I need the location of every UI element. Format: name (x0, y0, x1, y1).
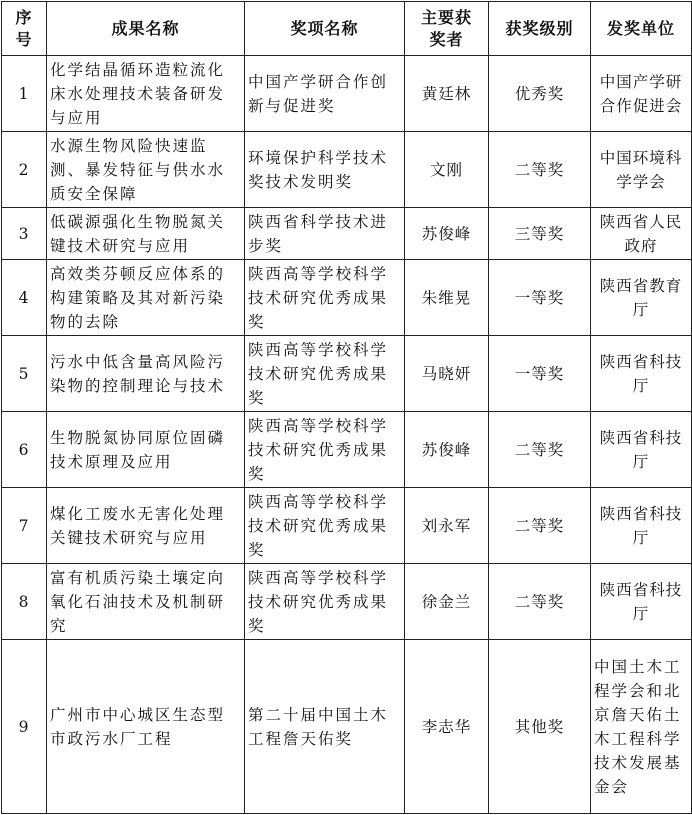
table-row (2, 56, 692, 132)
cell-issuer: 陕西省科技厅 (591, 488, 692, 564)
cell-issuer: 陕西省科技厅 (591, 412, 692, 488)
table-row (2, 640, 692, 814)
cell-level: 一等奖 (489, 260, 591, 336)
header-seq: 序号 (2, 2, 47, 56)
cell-winner: 朱维晃 (405, 260, 489, 336)
cell-award: 第二十届中国土木工程詹天佑奖 (245, 640, 405, 814)
cell-achievement: 低碳源强化生物脱氮关键技术研究与应用 (47, 208, 245, 260)
table-row (2, 132, 692, 208)
cell-level: 其他奖 (489, 640, 591, 814)
cell-award: 陕西高等学校科学技术研究优秀成果奖 (245, 412, 405, 488)
cell-achievement: 水源生物风险快速监测、暴发特征与供水水质安全保障 (47, 132, 245, 208)
table-row (2, 564, 692, 640)
cell-seq: 6 (2, 412, 47, 488)
cell-winner: 徐金兰 (405, 564, 489, 640)
cell-level: 三等奖 (489, 208, 591, 260)
cell-level: 二等奖 (489, 564, 591, 640)
cell-level: 优秀奖 (489, 56, 591, 132)
cell-seq: 4 (2, 260, 47, 336)
cell-seq: 9 (2, 640, 47, 814)
header-winner: 主要获奖者 (405, 2, 489, 56)
cell-achievement: 煤化工废水无害化处理关键技术研究与应用 (47, 488, 245, 564)
cell-issuer: 陕西省人民政府 (591, 208, 692, 260)
cell-winner: 苏俊峰 (405, 412, 489, 488)
cell-achievement: 生物脱氮协同原位固磷技术原理及应用 (47, 412, 245, 488)
cell-level: 二等奖 (489, 412, 591, 488)
cell-winner: 黄廷林 (405, 56, 489, 132)
cell-seq: 1 (2, 56, 47, 132)
header-level: 获奖级别 (489, 2, 591, 56)
table-row (2, 488, 692, 564)
cell-award: 陕西高等学校科学技术研究优秀成果奖 (245, 564, 405, 640)
table-row (2, 412, 692, 488)
cell-achievement: 富有机质污染土壤定向氧化石油技术及机制研究 (47, 564, 245, 640)
cell-winner: 文刚 (405, 132, 489, 208)
cell-achievement: 污水中低含量高风险污染物的控制理论与技术 (47, 336, 245, 412)
header-issuer: 发奖单位 (591, 2, 692, 56)
cell-achievement: 高效类芬顿反应体系的构建策略及其对新污染物的去除 (47, 260, 245, 336)
table-row (2, 260, 692, 336)
awards-table (1, 1, 692, 814)
cell-achievement: 广州市中心城区生态型市政污水厂工程 (47, 640, 245, 814)
cell-award: 陕西省科学技术进步奖 (245, 208, 405, 260)
table-row (2, 208, 692, 260)
cell-award: 陕西高等学校科学技术研究优秀成果奖 (245, 260, 405, 336)
header-row (2, 2, 692, 56)
cell-seq: 5 (2, 336, 47, 412)
cell-level: 二等奖 (489, 488, 591, 564)
cell-level: 一等奖 (489, 336, 591, 412)
cell-seq: 7 (2, 488, 47, 564)
cell-issuer: 中国环境科学学会 (591, 132, 692, 208)
cell-winner: 马晓妍 (405, 336, 489, 412)
cell-issuer: 中国产学研合作促进会 (591, 56, 692, 132)
cell-achievement: 化学结晶循环造粒流化床水处理技术装备研发与应用 (47, 56, 245, 132)
cell-award: 环境保护科学技术奖技术发明奖 (245, 132, 405, 208)
cell-seq: 3 (2, 208, 47, 260)
cell-winner: 李志华 (405, 640, 489, 814)
cell-seq: 2 (2, 132, 47, 208)
cell-award: 陕西高等学校科学技术研究优秀成果奖 (245, 488, 405, 564)
cell-winner: 刘永军 (405, 488, 489, 564)
cell-award: 中国产学研合作创新与促进奖 (245, 56, 405, 132)
header-achievement: 成果名称 (47, 2, 245, 56)
cell-seq: 8 (2, 564, 47, 640)
cell-winner: 苏俊峰 (405, 208, 489, 260)
cell-issuer: 中国土木工程学会和北京詹天佑土木工程科学技术发展基金会 (591, 640, 692, 814)
table-row (2, 336, 692, 412)
header-award: 奖项名称 (245, 2, 405, 56)
cell-issuer: 陕西省科技厅 (591, 564, 692, 640)
cell-issuer: 陕西省科技厅 (591, 336, 692, 412)
cell-level: 二等奖 (489, 132, 591, 208)
cell-award: 陕西高等学校科学技术研究优秀成果奖 (245, 336, 405, 412)
cell-issuer: 陕西省教育厅 (591, 260, 692, 336)
